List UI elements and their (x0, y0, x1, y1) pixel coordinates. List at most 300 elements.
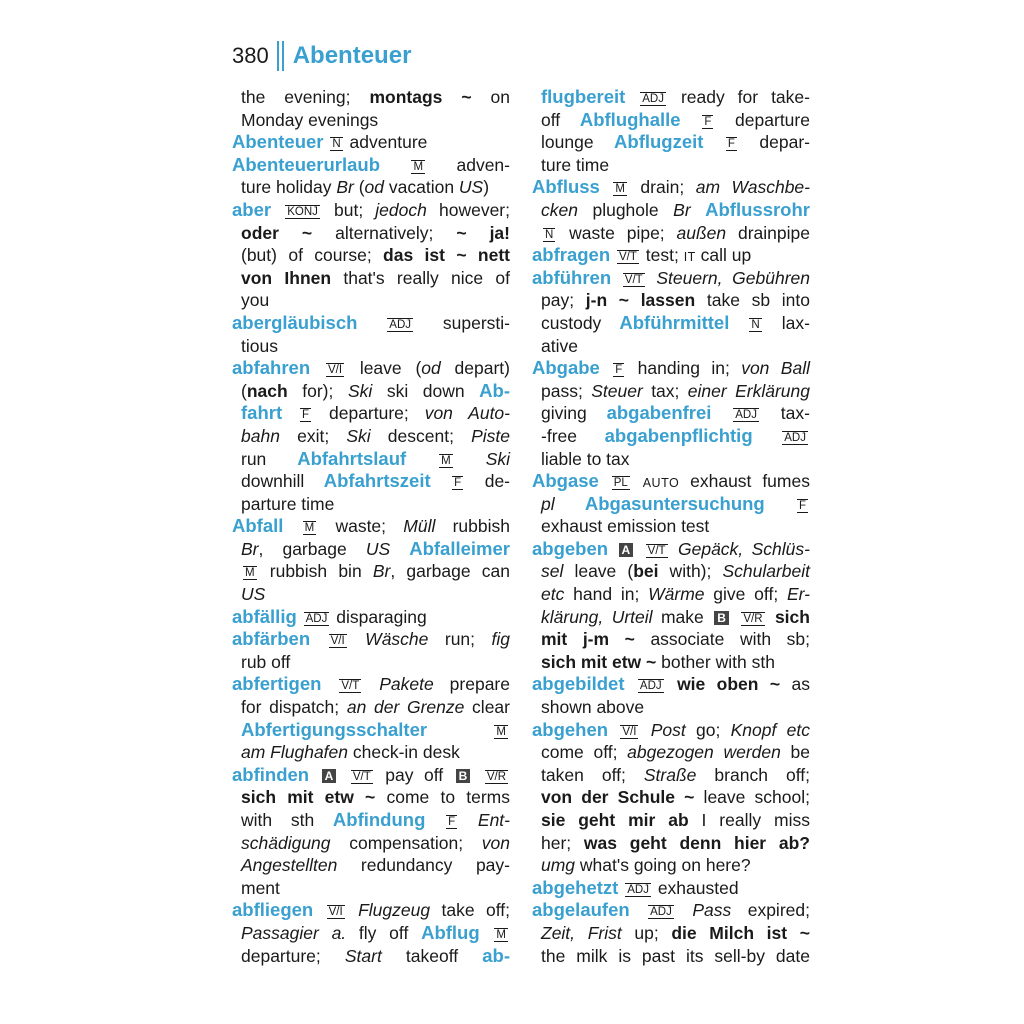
text (632, 471, 643, 491)
left-column (232, 86, 510, 967)
text: takeoff (381, 945, 483, 966)
entry-line (532, 222, 810, 245)
italic-text: Post (650, 719, 686, 740)
part-of-speech-label: M (413, 160, 424, 173)
entry-line (232, 199, 510, 222)
text: descent; (370, 425, 472, 446)
entry-line (232, 832, 510, 855)
bold-text: von der Schule ~ (541, 787, 695, 808)
entry-line (232, 86, 510, 109)
italic-text: Er- (786, 584, 810, 605)
headword: Abfalleimer (409, 537, 510, 559)
entry-line (532, 335, 810, 358)
text: pay off (374, 764, 454, 785)
bold-text: sich mit etw ~ (541, 651, 657, 672)
headword: Abenteuer (232, 131, 324, 153)
text: for dispatch; (241, 697, 347, 718)
headword: fahrt (241, 402, 283, 424)
text: call up (695, 245, 752, 266)
entry-line (232, 560, 510, 583)
headword: abgeben (532, 537, 609, 559)
italic-text: Steuer (591, 380, 643, 401)
entry-line (232, 877, 510, 900)
entry-line (232, 425, 510, 448)
part-of-speech-label: V/I (622, 725, 637, 738)
sense-marker: A (619, 543, 634, 557)
part-of-speech-label: V/R (486, 770, 506, 783)
text: supersti- (415, 312, 510, 333)
entry-line (232, 335, 510, 358)
entry-line (232, 289, 510, 312)
text (625, 87, 638, 107)
text: giving (541, 403, 607, 424)
entry-line (232, 786, 510, 809)
italic-text: einer Erklärung (687, 380, 810, 401)
text: ( (353, 177, 365, 198)
entry-line (532, 109, 810, 132)
entry-line (532, 86, 810, 109)
text: come off; (541, 742, 628, 763)
text: taken off; (541, 764, 644, 785)
text: run (241, 448, 298, 469)
bold-text: bei (633, 561, 659, 582)
italic-text: außen (676, 222, 727, 243)
entry-line (232, 606, 510, 629)
entry-line (232, 515, 510, 538)
text (297, 607, 302, 627)
part-of-speech-label: ADJ (735, 409, 757, 422)
entry-line (532, 945, 810, 968)
entry-line (232, 244, 510, 267)
headword: Abfall (232, 515, 284, 537)
headword: abfliegen (232, 899, 314, 921)
right-column (532, 86, 810, 967)
part-of-speech-label: N (751, 318, 760, 331)
headword: Abfluss (532, 176, 600, 198)
part-of-speech-label: V/R (743, 612, 763, 625)
italic-text: Piste (471, 425, 510, 446)
headword: abgelaufen (532, 899, 630, 921)
text (640, 720, 650, 740)
part-of-speech-label: M (441, 454, 451, 467)
entry-line (532, 764, 810, 787)
italic-text: Passagier a. (241, 922, 347, 943)
headword: abgabenpflichtig (604, 424, 753, 446)
entry-line (532, 899, 810, 922)
text: (but) of course; (241, 245, 384, 266)
headword: Abgabe (532, 357, 600, 379)
entry-line (532, 312, 810, 335)
text: rubbish bin (258, 561, 373, 582)
text (630, 900, 646, 920)
bold-text: sich mit etw ~ (241, 787, 376, 808)
text: custody (541, 312, 620, 333)
entry-line (532, 719, 810, 742)
text: for); (287, 380, 348, 401)
running-head: Abenteuer (292, 42, 412, 69)
entry-line (532, 809, 810, 832)
headword: flugbereit (541, 86, 626, 107)
text (691, 200, 706, 220)
italic-text: von Auto- (424, 403, 510, 424)
text (600, 177, 612, 197)
text (282, 403, 298, 423)
text: ture holiday (241, 177, 337, 198)
italic-text: Flugzeug (358, 900, 431, 921)
text: alternatively; (312, 222, 457, 243)
text: depar- (738, 132, 810, 153)
part-of-speech-label: F (302, 409, 310, 422)
headword: Abfertigungsschalter (241, 718, 428, 740)
bold-text: nach (246, 380, 288, 401)
entry-line (532, 877, 810, 900)
headword: Abführmittel (619, 311, 730, 333)
headword: Abflussrohr (705, 198, 810, 220)
entry-line (532, 357, 810, 380)
entry-line (232, 651, 510, 674)
bold-text: mit j-m ~ (541, 629, 635, 650)
sense-marker: B (714, 611, 729, 625)
text: clear (464, 697, 510, 718)
part-of-speech-label: F (448, 816, 456, 828)
entry-line (532, 583, 810, 606)
subject-label: AUTO (642, 476, 680, 491)
italic-text: jedoch (375, 199, 427, 220)
entry-line (232, 176, 510, 199)
entry-line (232, 154, 510, 177)
italic-text: Ski (347, 380, 373, 401)
entry-line (232, 267, 510, 290)
italic-text: od (421, 358, 441, 379)
text (647, 268, 657, 288)
text: ski down (372, 380, 480, 401)
italic-text: Schularbeit (722, 561, 810, 582)
part-of-speech-label: V/I (330, 635, 345, 648)
text: exhaust fumes (679, 471, 810, 492)
italic-text: Br (336, 177, 354, 198)
text: take off; (430, 900, 510, 921)
headword: Ab- (479, 379, 510, 401)
text: departure (715, 109, 810, 130)
headword: abfällig (232, 605, 297, 627)
italic-text: sel (541, 561, 564, 582)
bold-text: das ist ~ nett (383, 245, 510, 266)
italic-text: an der Grenze (346, 697, 465, 718)
headword: Abenteuerurlaub (232, 153, 381, 175)
italic-text: Br (673, 199, 691, 220)
headword: Abgase (532, 470, 599, 492)
text: handing in; (626, 358, 742, 379)
entry-line (532, 922, 810, 945)
italic-text: etc (541, 584, 565, 605)
italic-text: Wäsche (365, 629, 429, 650)
entry-line (532, 289, 810, 312)
text: parture time (241, 493, 335, 514)
bold-text: montags ~ (369, 87, 472, 107)
part-of-speech-label: M (245, 567, 255, 580)
text: associate with sb; (634, 629, 810, 650)
entry-line (532, 154, 810, 177)
italic-text: Br (241, 538, 259, 559)
text: de- (465, 471, 510, 492)
text: liable to tax (541, 448, 630, 469)
subject-label: IT (683, 250, 696, 265)
text: adventure (344, 132, 428, 153)
text (309, 765, 320, 785)
text (324, 132, 329, 152)
entry-line (232, 741, 510, 764)
entry-line (532, 380, 810, 403)
text: tax; (642, 380, 688, 401)
italic-text: Gepäck, Schlüs- (678, 538, 810, 559)
entry-line (532, 267, 810, 290)
text: run; (428, 629, 492, 650)
headword: Abflugzeit (614, 131, 704, 153)
headword: Abflug (421, 921, 480, 943)
text (676, 900, 692, 920)
entry-line (532, 628, 810, 651)
text: ture time (541, 154, 610, 175)
text: waste pipe; (557, 222, 677, 243)
text (406, 449, 437, 469)
text: ( (241, 380, 247, 401)
text: check-in desk (348, 742, 460, 763)
part-of-speech-label: N (332, 138, 341, 151)
entry-line (232, 945, 510, 968)
italic-text: Müll (403, 516, 436, 537)
entry-line (232, 854, 510, 877)
italic-text: Pakete (379, 674, 434, 695)
part-of-speech-label: F (615, 364, 623, 377)
text: tious (241, 335, 278, 356)
entry-line (532, 515, 810, 538)
part-of-speech-label: V/T (624, 273, 643, 286)
entry-line (532, 786, 810, 809)
text: vacation (384, 177, 459, 198)
text: expired; (731, 900, 810, 921)
text: disparaging (331, 606, 427, 627)
bold-text: von Ihnen (241, 267, 332, 288)
text: Monday evenings (241, 109, 379, 130)
headword: abfärben (232, 628, 311, 650)
text: ment (241, 877, 280, 898)
text: leave ( (346, 358, 422, 379)
italic-text: Zeit, Frist (541, 922, 622, 943)
entry-line (232, 470, 510, 493)
part-of-speech-label: KONJ (287, 205, 318, 218)
entry-line (232, 673, 510, 696)
italic-text: pl (541, 493, 555, 514)
headword: Abflughalle (579, 108, 681, 130)
text (555, 494, 585, 514)
text (666, 674, 677, 694)
part-of-speech-label: V/T (341, 680, 360, 693)
italic-text: Ski (485, 448, 510, 469)
text (283, 516, 300, 536)
italic-text: am Waschbe- (695, 177, 810, 198)
text (390, 539, 409, 559)
entry-line (532, 176, 810, 199)
entry-line (232, 493, 510, 516)
entry-line (532, 560, 810, 583)
text: take sb into (695, 290, 810, 311)
text: exit; (279, 425, 347, 446)
italic-text: abgezogen werden (627, 742, 781, 763)
text: however; (426, 199, 510, 220)
text: ready for take- (667, 87, 810, 107)
headword: abergläubisch (232, 311, 358, 333)
italic-text: US (365, 538, 391, 559)
entry-line (232, 809, 510, 832)
text (455, 449, 486, 469)
italic-text: am Flughafen (241, 742, 349, 763)
text (347, 900, 358, 920)
text (459, 810, 478, 830)
part-of-speech-label: V/T (647, 544, 666, 557)
entry-line (532, 470, 810, 493)
part-of-speech-label: F (798, 499, 806, 512)
text (681, 110, 701, 130)
text: come to terms (375, 787, 510, 808)
entry-line (532, 673, 810, 696)
headword: aber (232, 198, 272, 220)
italic-text: US (458, 177, 484, 198)
entry-line (232, 448, 510, 471)
text (753, 426, 781, 446)
entry-line (532, 402, 810, 425)
part-of-speech-label: N (545, 228, 554, 241)
entry-line (232, 583, 510, 606)
italic-text: US (241, 584, 266, 605)
entry-line (232, 922, 510, 945)
text: branch off; (696, 764, 810, 785)
text (310, 629, 326, 649)
italic-text: von Ball (741, 358, 810, 379)
text: test; (640, 245, 684, 266)
text: what's going on here? (575, 855, 751, 876)
text: fly off (346, 922, 422, 943)
entry-line (232, 899, 510, 922)
text: rub off (241, 651, 291, 672)
text (611, 268, 621, 288)
text: exhaust emission test (541, 516, 710, 537)
headword: abführen (532, 266, 612, 288)
text (608, 539, 616, 559)
text: exhausted (652, 877, 739, 898)
part-of-speech-label: M (496, 928, 506, 941)
bold-text: ~ ja! (456, 222, 510, 243)
text (357, 313, 385, 333)
header-separator (277, 41, 284, 71)
part-of-speech-label: ADJ (642, 93, 664, 105)
headword: ab- (482, 944, 510, 966)
text: make (652, 606, 713, 627)
text (670, 539, 678, 559)
entry-line (532, 199, 810, 222)
italic-text: Straße (643, 764, 697, 785)
text: I really miss (688, 810, 810, 830)
text (729, 313, 747, 333)
headword: abfragen (532, 244, 611, 266)
part-of-speech-label: ADJ (650, 906, 672, 919)
text: prepare (433, 674, 510, 695)
text: be (780, 742, 810, 763)
page-header (232, 38, 411, 74)
italic-text: fig (491, 629, 510, 650)
italic-text: Pass (692, 900, 732, 921)
text (271, 200, 283, 220)
text (599, 471, 610, 491)
entry-line (232, 764, 510, 787)
text: depart) (440, 358, 510, 379)
text: bother with sth (656, 651, 775, 672)
text: leave school; (694, 787, 810, 808)
text: the evening; (241, 87, 370, 107)
italic-text: Knopf etc (730, 719, 810, 740)
italic-text: Ent- (477, 810, 510, 830)
sense-marker: B (456, 769, 471, 783)
entry-line (532, 832, 810, 855)
part-of-speech-label: ADJ (305, 612, 328, 625)
text: ) (483, 177, 490, 198)
text: drainpipe (726, 222, 810, 243)
entry-line (232, 402, 510, 425)
text: on (471, 87, 510, 107)
entry-line (532, 854, 810, 877)
entry-line (532, 538, 810, 561)
entry-line (532, 493, 810, 516)
entry-line (532, 131, 810, 154)
text (703, 132, 723, 152)
text (363, 674, 379, 694)
part-of-speech-label: V/T (619, 251, 637, 264)
part-of-speech-label: V/I (328, 906, 343, 919)
headword: abgehen (532, 718, 609, 740)
text (313, 900, 324, 920)
headword: abfahren (232, 357, 311, 379)
text (765, 494, 795, 514)
headword: Abfahrtslauf (297, 447, 407, 469)
text: up; (621, 922, 672, 943)
part-of-speech-label: M (304, 522, 315, 535)
text: with sth (241, 810, 333, 830)
entry-line (232, 222, 510, 245)
text: as (780, 674, 810, 695)
text: plughole (577, 199, 674, 220)
text (625, 674, 636, 694)
text (600, 358, 611, 378)
bold-text: j-n ~ lassen (585, 290, 696, 311)
sense-marker: A (322, 769, 337, 783)
entry-line (532, 448, 810, 471)
part-of-speech-label: M (615, 183, 625, 196)
text: tax- (760, 403, 810, 424)
italic-text: cken (541, 199, 578, 220)
page-number: 380 (232, 43, 269, 68)
part-of-speech-label: M (496, 725, 506, 738)
part-of-speech-label: ADJ (389, 318, 412, 331)
italic-text: umg (541, 855, 576, 876)
headword: abfertigen (232, 673, 322, 695)
text (618, 878, 623, 898)
text (472, 765, 483, 785)
text: the milk is past its sell-by date (541, 945, 810, 966)
entry-line (532, 696, 810, 719)
text: shown above (541, 697, 645, 718)
headword: abgabenfrei (606, 402, 712, 424)
text: go; (685, 719, 731, 740)
italic-text: od (364, 177, 385, 198)
